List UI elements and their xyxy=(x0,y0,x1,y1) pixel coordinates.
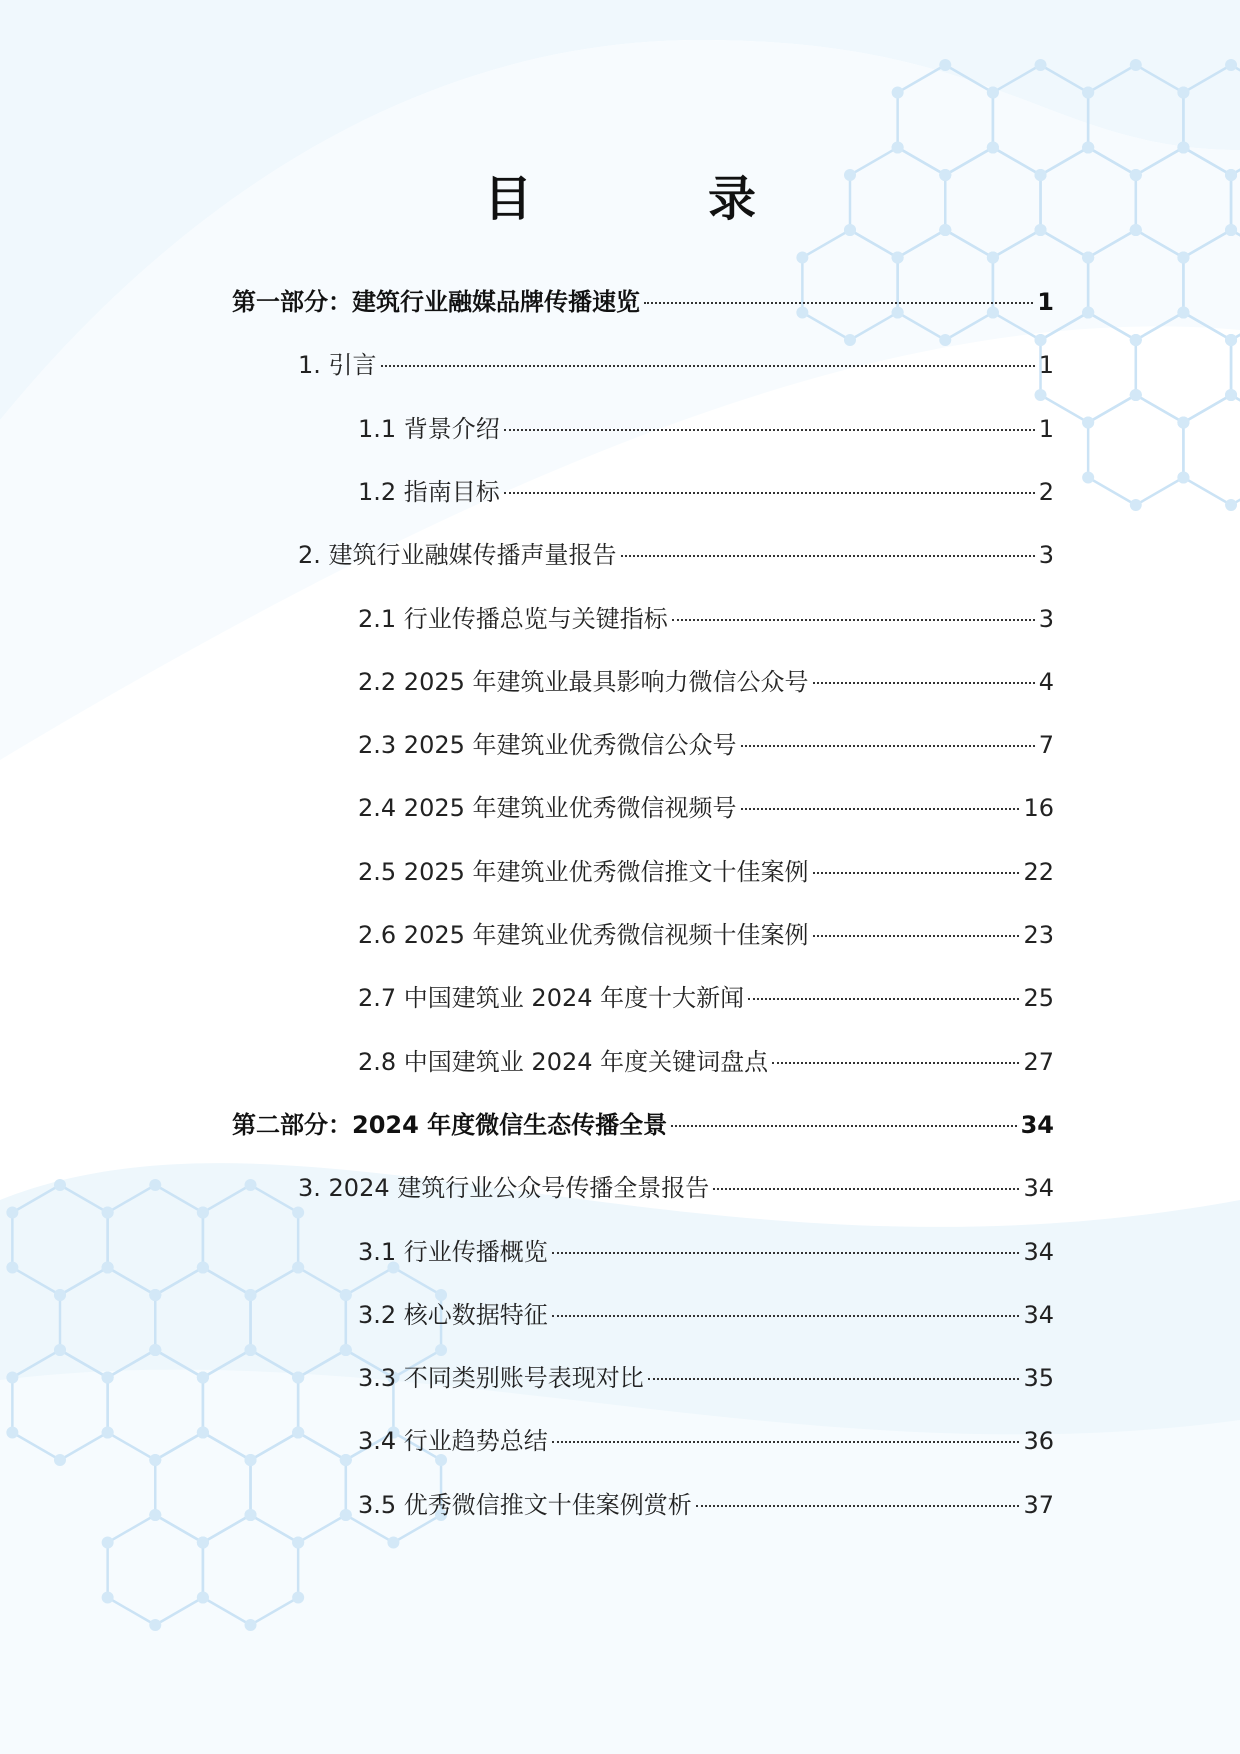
toc-entry-label: 2.7 中国建筑业 2024 年度十大新闻 xyxy=(358,984,745,1012)
toc-entry-label: 2.1 行业传播总览与关键指标 xyxy=(358,605,668,633)
toc-entry[interactable] xyxy=(358,790,1054,826)
toc-entry[interactable] xyxy=(298,537,1054,573)
toc-entry[interactable] xyxy=(298,347,1054,383)
toc-entry-label: 2.3 2025 年建筑业优秀微信公众号 xyxy=(358,731,737,759)
toc-page-number: 7 xyxy=(1038,731,1054,759)
toc-entry-label: 2.6 2025 年建筑业优秀微信视频十佳案例 xyxy=(358,921,809,949)
toc-page-number: 22 xyxy=(1023,858,1054,886)
toc-entry-label: 2. 建筑行业融媒传播声量报告 xyxy=(298,541,617,569)
toc-entry[interactable] xyxy=(358,727,1054,763)
toc-page-number: 2 xyxy=(1038,478,1054,506)
page-title: 目 录 xyxy=(483,171,820,227)
toc-entry[interactable] xyxy=(358,917,1054,953)
toc-entry[interactable] xyxy=(358,980,1054,1016)
toc-entry-label: 第一部分：建筑行业融媒品牌传播速览 xyxy=(232,288,640,316)
toc-entry[interactable] xyxy=(298,1170,1054,1206)
toc-dot-leader xyxy=(552,1252,1020,1254)
toc-entry-label: 第二部分：2024 年度微信生态传播全景 xyxy=(232,1111,668,1139)
toc-entry-label: 3.3 不同类别账号表现对比 xyxy=(358,1364,644,1392)
toc-dot-leader xyxy=(748,998,1019,1000)
toc-page-number: 34 xyxy=(1020,1111,1054,1139)
toc-dot-leader xyxy=(621,555,1035,557)
toc-page-number: 36 xyxy=(1023,1427,1054,1455)
toc-dot-leader xyxy=(552,1441,1020,1443)
toc-entry-label: 2.4 2025 年建筑业优秀微信视频号 xyxy=(358,794,737,822)
toc-dot-leader xyxy=(504,492,1035,494)
toc-dot-leader xyxy=(696,1505,1020,1507)
toc-page-number: 27 xyxy=(1023,1048,1054,1076)
toc-dot-leader xyxy=(813,935,1020,937)
toc-entry[interactable] xyxy=(358,854,1054,890)
toc-page-number: 1 xyxy=(1038,351,1054,379)
toc-page-number: 34 xyxy=(1023,1174,1054,1202)
toc-dot-leader xyxy=(741,808,1020,810)
toc-entry-label: 3.1 行业传播概览 xyxy=(358,1238,548,1266)
toc-dot-leader xyxy=(504,429,1035,431)
toc-page-number: 23 xyxy=(1023,921,1054,949)
toc-entry[interactable] xyxy=(358,1487,1054,1523)
toc-entry[interactable] xyxy=(358,1234,1054,1270)
toc-entry-label: 2.8 中国建筑业 2024 年度关键词盘点 xyxy=(358,1048,769,1076)
toc-entry-label: 1.1 背景介绍 xyxy=(358,415,500,443)
toc-dot-leader xyxy=(772,1062,1019,1064)
toc-dot-leader xyxy=(672,619,1035,621)
toc-page-number: 35 xyxy=(1023,1364,1054,1392)
toc-page-number: 34 xyxy=(1023,1238,1054,1266)
toc-dot-leader xyxy=(713,1188,1019,1190)
toc-page-number: 34 xyxy=(1023,1301,1054,1329)
toc-dot-leader xyxy=(741,745,1035,747)
toc-entry-label: 1.2 指南目标 xyxy=(358,478,500,506)
toc-dot-leader xyxy=(813,682,1035,684)
toc-page-number: 1 xyxy=(1037,288,1054,316)
toc-dot-leader xyxy=(671,1125,1016,1127)
toc-page-number: 25 xyxy=(1023,984,1054,1012)
toc-entry-label: 3. 2024 建筑行业公众号传播全景报告 xyxy=(298,1174,710,1202)
toc-entry-label: 3.5 优秀微信推文十佳案例赏析 xyxy=(358,1491,692,1519)
toc-dot-leader xyxy=(648,1378,1020,1380)
toc-part-heading[interactable] xyxy=(232,1107,1054,1143)
toc-page-number: 3 xyxy=(1038,541,1054,569)
toc-page-number: 16 xyxy=(1023,794,1054,822)
toc-page-number: 1 xyxy=(1038,415,1054,443)
toc-entry[interactable] xyxy=(358,601,1054,637)
toc-page-number: 37 xyxy=(1023,1491,1054,1519)
toc-dot-leader xyxy=(552,1315,1020,1317)
toc-page-number: 3 xyxy=(1038,605,1054,633)
toc-dot-leader xyxy=(381,365,1035,367)
toc-entry[interactable] xyxy=(358,664,1054,700)
toc-entry[interactable] xyxy=(358,1360,1054,1396)
toc-entry[interactable] xyxy=(358,1044,1054,1080)
toc-part-heading[interactable] xyxy=(232,284,1054,320)
toc-entry[interactable] xyxy=(358,1297,1054,1333)
toc-entry[interactable] xyxy=(358,1423,1054,1459)
toc-entry-label: 2.5 2025 年建筑业优秀微信推文十佳案例 xyxy=(358,858,809,886)
toc-entry-label: 2.2 2025 年建筑业最具影响力微信公众号 xyxy=(358,668,809,696)
toc-entry-label: 3.4 行业趋势总结 xyxy=(358,1427,548,1455)
toc-page-number: 4 xyxy=(1038,668,1054,696)
toc-dot-leader xyxy=(813,872,1020,874)
toc-entry[interactable] xyxy=(358,411,1054,447)
toc-entry-label: 1. 引言 xyxy=(298,351,377,379)
toc-dot-leader xyxy=(644,302,1033,304)
toc-entry[interactable] xyxy=(358,474,1054,510)
toc-entry-label: 3.2 核心数据特征 xyxy=(358,1301,548,1329)
